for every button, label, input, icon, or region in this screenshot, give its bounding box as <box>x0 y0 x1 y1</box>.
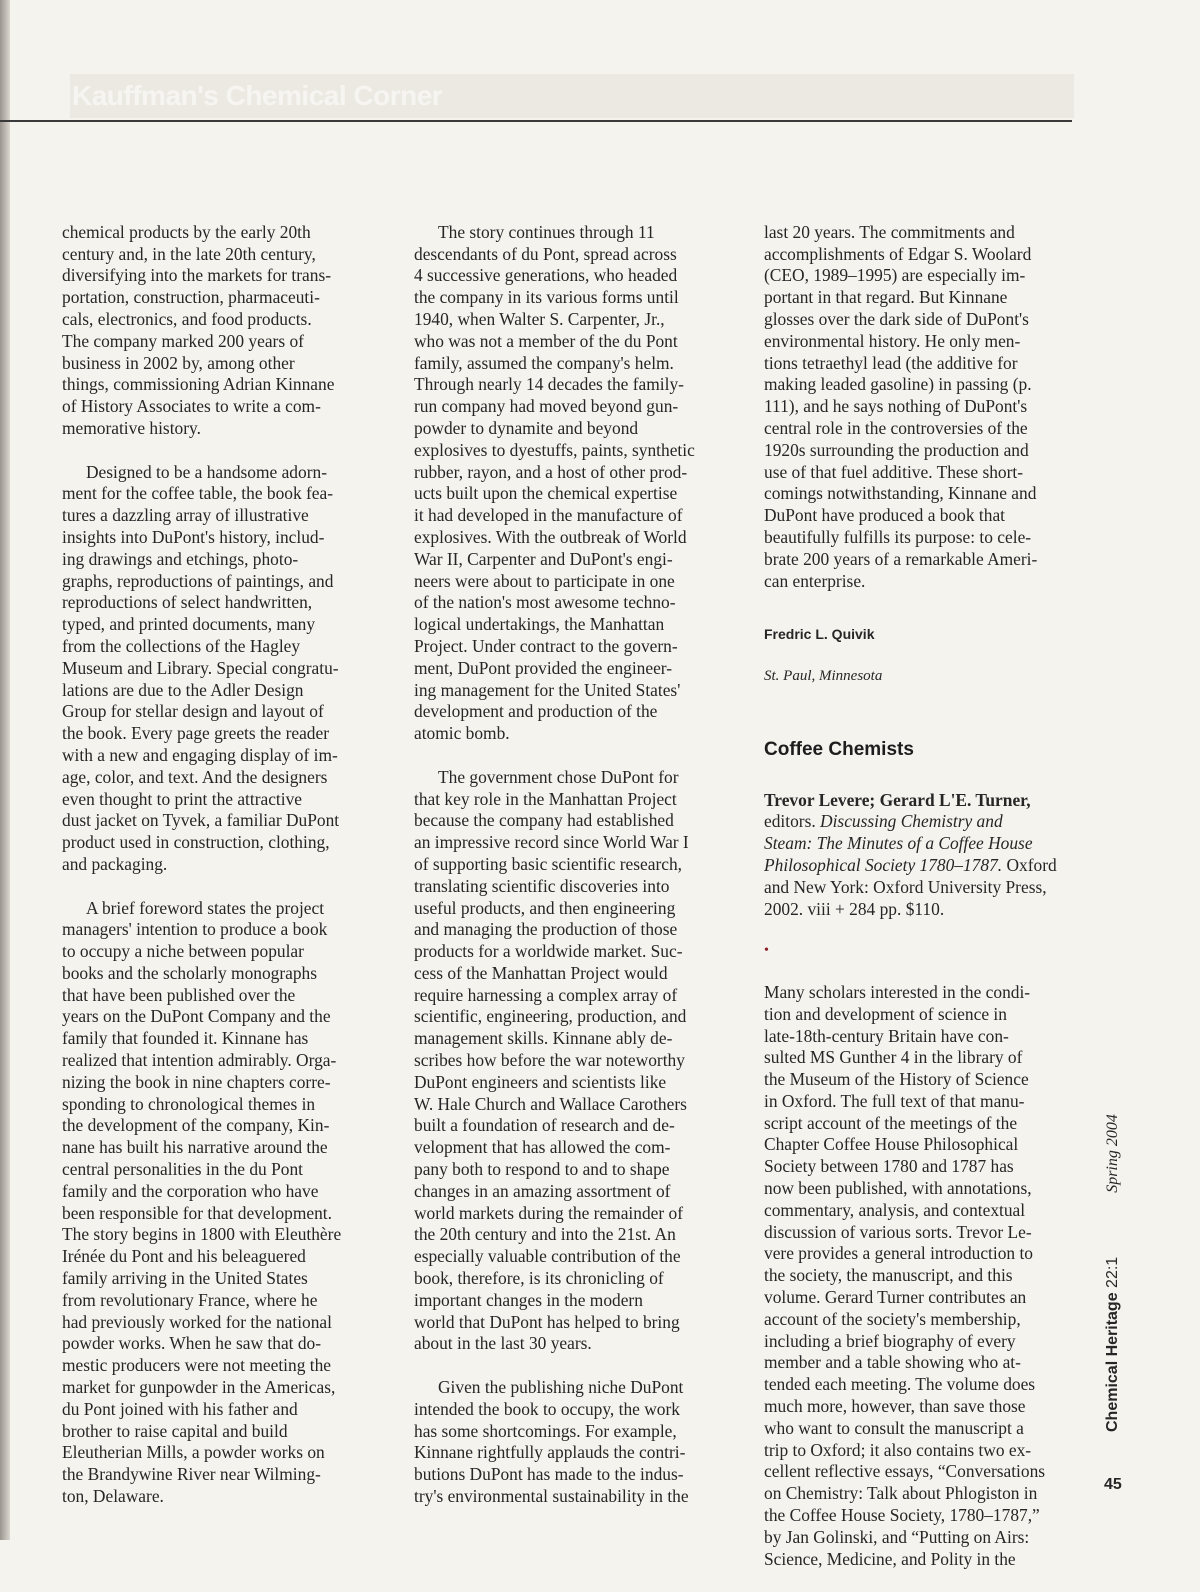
column-1 <box>62 200 382 1530</box>
column-2 <box>414 200 734 1530</box>
citation-publication: Oxford and New York: Oxford University Press, 2002. viii + 284 pp. $110. <box>764 854 1057 919</box>
header-rule <box>0 120 1072 122</box>
column-3 <box>764 200 1084 1592</box>
running-footer <box>1104 1114 1122 1432</box>
paragraph: chemical products by the early 20th century and, in the late 20th century, diversifying into the markets for trans- portation, construction, pharmaceuti- cals, electronics, and food products. The company marked 200 years of business in 2002 by, among other things, commissioning Adrian Kinnane of History Associates to write a com- memorative history. <box>62 221 335 438</box>
paragraph: Designed to be a handsome adorn- ment for the coffee table, the book fea- tures a dazzling array of illustrative insights into DuPont's history, includ- ing drawings and etchings, photo- graphs, reproductions of paintings, and reproductions of select handwritten, typed, and printed documents, many from the collections of the Hagley Museum and Library. Special congratu- lations are due to the Adler Design Group for stellar design and layout of the book. Every page greets the reader with a new and engaging display of im- age, color, and text. And the designers even thought to print the attractive dust jacket on Tyvek, a familiar DuPont product used in construction, clothing, and packaging. <box>62 461 340 874</box>
book-citation <box>764 790 1084 921</box>
paragraph: Given the publishing niche DuPont intended the book to occupy, the work has some shortcomings. For example, Kinnane rightfully applauds the contri- butions DuPont has made to the indus- try's environmental sustainability in the <box>414 1377 689 1507</box>
paragraph: last 20 years. The commitments and accomplishments of Edgar S. Woolard (CEO, 1989–1995) are especially im- portant in that regard. But Kinnane glosses over the dark side of DuPont's environmental history. He only men- tions tetraethyl lead (the additive for making leaded gasoline) in passing (p. 111), and he says nothing of DuPont's central role in the controversies of the 1920s surrounding the production and use of that fuel additive. These short- comings notwithstanding, Kinnane and DuPont have produced a book that beautifully fulfills its purpose: to cele- brate 200 years of a remarkable Ameri- can enterprise. <box>764 221 1038 591</box>
journal-volume: 22:1 <box>1104 1256 1121 1293</box>
section-header-band <box>70 74 1074 118</box>
page-gutter <box>0 0 10 1540</box>
bullet-icon: • <box>764 943 769 959</box>
review-heading: Coffee Chemists <box>764 738 914 760</box>
paragraph: The story continues through 11 descendants of du Pont, spread across 4 successive generations, who headed the company in its various forms until 1940, when Walter S. Carpenter, Jr., who was not a member of the du Pont family, assumed the company's helm. Through nearly 14 decades the family- run company had moved beyond gun- powder to dynamite and beyond explosives to dyestuffs, paints, synthetic rubber, rayon, and a host of other prod- ucts built upon the chemical expertise it had developed in the manufacture of explosives. With the outbreak of World War II, Carpenter and DuPont's engi- neers were about to participate in one of the nation's most awesome techno- logical undertakings, the Manhattan Project. Under contract to the govern- ment, DuPont provided the engineer- ing management for the United States' development and production of the atomic bomb. <box>414 221 695 744</box>
citation-role: editors. <box>764 811 816 832</box>
reviewer-name: Fredric L. Quivik <box>764 626 875 643</box>
reviewer-location: St. Paul, Minnesota <box>764 667 883 684</box>
page-number: 45 <box>1104 1476 1122 1493</box>
journal-name: Chemical Heritage <box>1104 1292 1121 1432</box>
paragraph: A brief foreword states the project managers' intention to produce a book to occupy a niche between popular books and the scholarly monographs that have been published over the years on the DuPont Company and the family that founded it. Kinnane has realized that intention admirably. Orga- nizing the book in nine chapters corre- sponding to chronological themes in the development of the company, Kin- nane has built his narrative around the central personalities in the du Pont family and the corporation who have been responsible for that development. The story begins in 1800 with Eleuthère Irénée du Pont and his beleaguered family arriving in the United States from revolutionary France, where he had previously worked for the national powder works. When he saw that do- mestic producers were not meeting the market for gunpowder in the Americas, du Pont joined with his father and brother to raise capital and build Eleutherian Mills, a powder works on the Brandywine River near Wilming- ton, Delaware. <box>62 897 342 1507</box>
section-title: Kauffman's Chemical Corner <box>72 80 443 111</box>
citation-authors: Trevor Levere; Gerard L'E. Turner, <box>764 789 1031 810</box>
paragraph: Many scholars interested in the condi- tion and development of science in late-18th-century Britain have con- sulted MS Gunther 4 in the library of the Museum of the History of Science in Oxford. The full text of that manu- script account of the meetings of the Chapter Coffee House Philosophical Society between 1780 and 1787 has now been published, with annotations, commentary, analysis, and contextual discussion of various sorts. Trevor Le- vere provides a general introduction to the society, the manuscript, and this volume. Gerard Turner contributes an account of the society's membership, including a brief biography of every member and a table showing who at- tended each meeting. The volume does much more, however, than save those who want to consult the manuscript a trip to Oxford; it also contains two ex- cellent reflective essays, “Conversations on Chemistry: Talk about Phlogiston in the Coffee House Society, 1780–1787,” by Jan Golinski, and “Putting on Airs: Science, Medicine, and Polity in the <box>764 981 1046 1569</box>
paragraph: The government chose DuPont for that key role in the Manhattan Project because the company had established an impressive record since World War I of supporting basic scientific research, translating scientific discoveries into useful products, and then engineering and managing the production of those products for a worldwide market. Suc- cess of the Manhattan Project would require harnessing a complex array of scientific, engineering, production, and management skills. Kinnane ably de- scribes how before the war noteworthy DuPont engineers and scientists like W. Hale Church and Wallace Carothers built a foundation of research and de- velopment that has allowed the com- pany both to respond to and to shape changes in an amazing assortment of world markets during the remainder of the 20th century and into the 21st. An especially valuable contribution of the book, therefore, is its chronicling of important changes in the modern world that DuPont has helped to bring about in the last 30 years. <box>414 766 689 1354</box>
journal-issue: Spring 2004 <box>1104 1114 1121 1193</box>
citation-title: Discussing Chemistry and Steam: The Minutes of a Coffee House Philosophical Society 1780–1787. <box>764 811 1033 875</box>
